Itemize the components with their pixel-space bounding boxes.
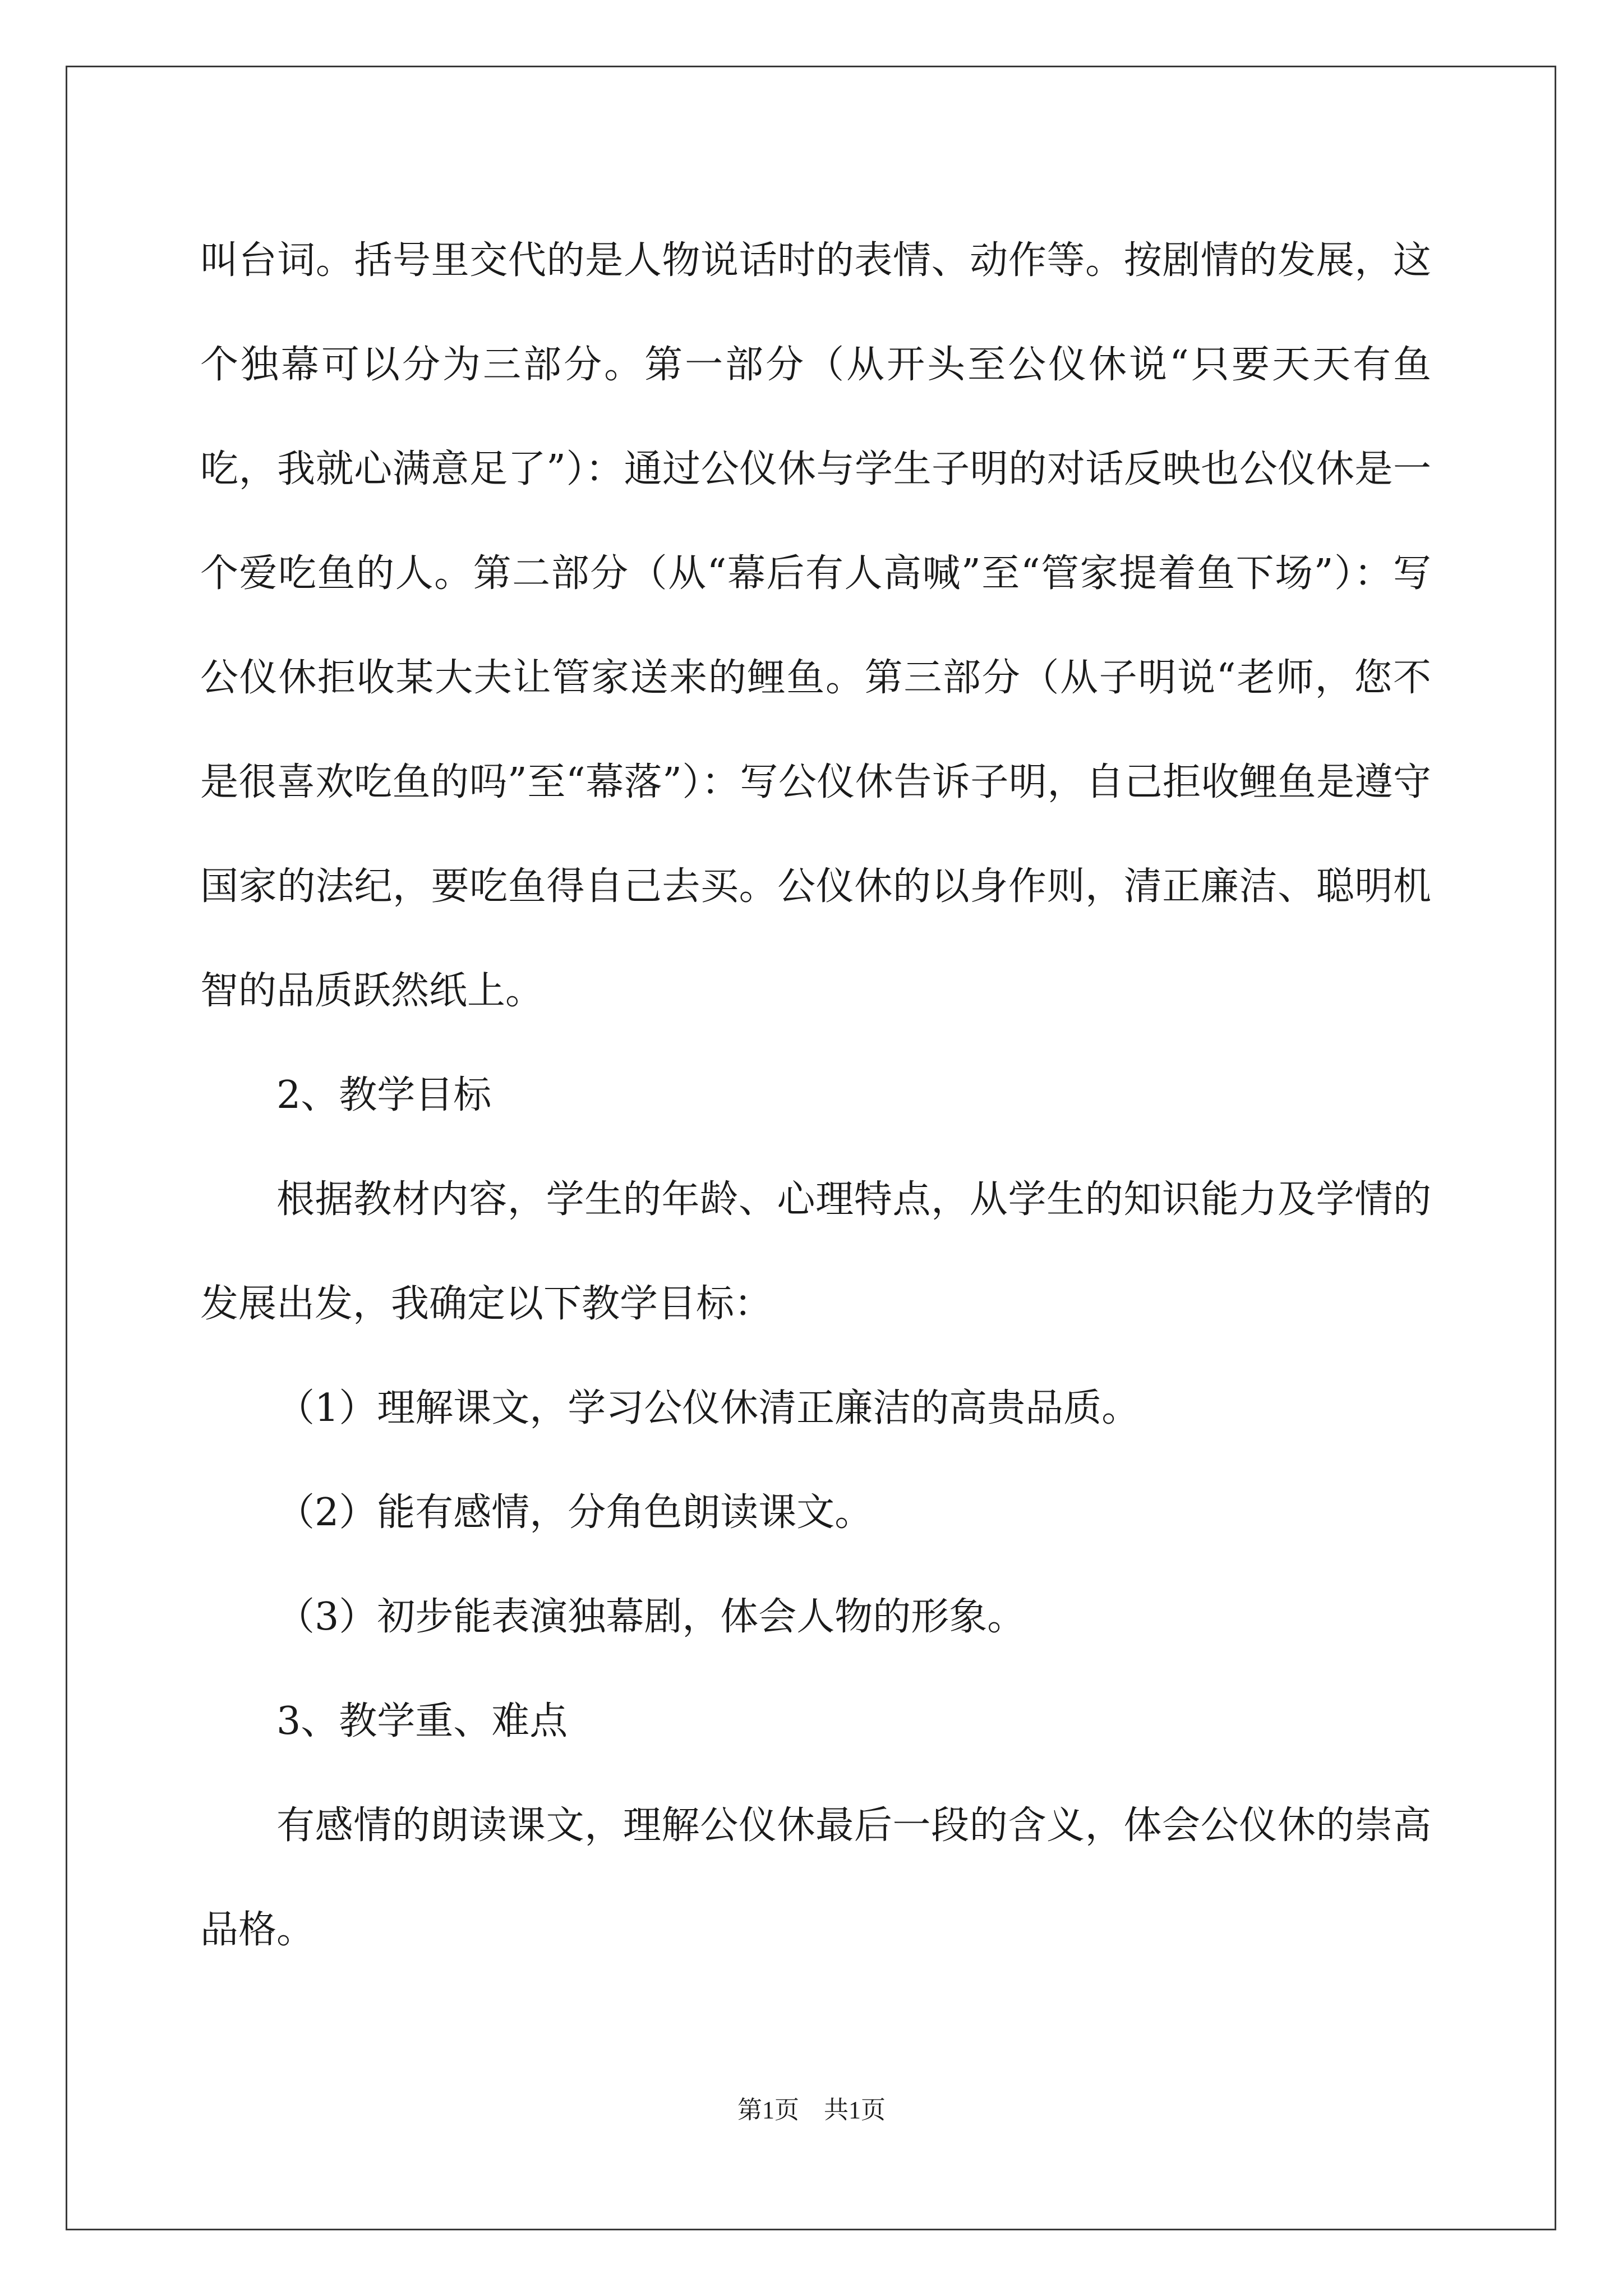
paragraph-key-points: 有感情的朗读课文，理解公仪休最后一段的含义，体会公仪休的崇高品格。 — [200, 1803, 1431, 1952]
goal-item-2: （2）能有感情，分角色朗读课文。 — [276, 1490, 873, 1535]
document-body — [200, 209, 1431, 1982]
goal-item-1: （1）理解课文，学习公仪休清正廉洁的高贵品质。 — [276, 1386, 1140, 1430]
heading-teaching-goals: 2、教学目标 — [276, 1073, 492, 1117]
paragraph-goals-intro: 根据教材内容，学生的年龄、心理特点，从学生的知识能力及学情的发展出发，我确定以下教学目标： — [200, 1177, 1431, 1326]
paragraph-summary: 叫台词。括号里交代的是人物说话时的表情、动作等。按剧情的发展，这个独幕可以分为三部分。第一部分（从开头至公仪休说“只要天天有鱼吃，我就心满意足了”）：通过公仪休与学生子明的对话反映也公仪休是一个爱吃鱼的人。第二部分（从“幕后有人高喊”至“管家提着鱼下场”）：写公仪休拒收某大夫让管家送来的鲤鱼。第三部分（从子明说“老师，您不是很喜欢吃鱼的吗”至“幕落”）：写公仪休告诉子明，自己拒收鲤鱼是遵守国家的法纪，要吃鱼得自己去买。公仪休的以身作则，清正廉洁、聪明机智的品质跃然纸上。 — [200, 238, 1431, 1013]
page-number-footer: 第1页 共1页 — [737, 2096, 886, 2124]
heading-key-points: 3、教学重、难点 — [276, 1699, 568, 1743]
goal-item-3: （3）初步能表演独幕剧，体会人物的形象。 — [276, 1595, 1026, 1639]
